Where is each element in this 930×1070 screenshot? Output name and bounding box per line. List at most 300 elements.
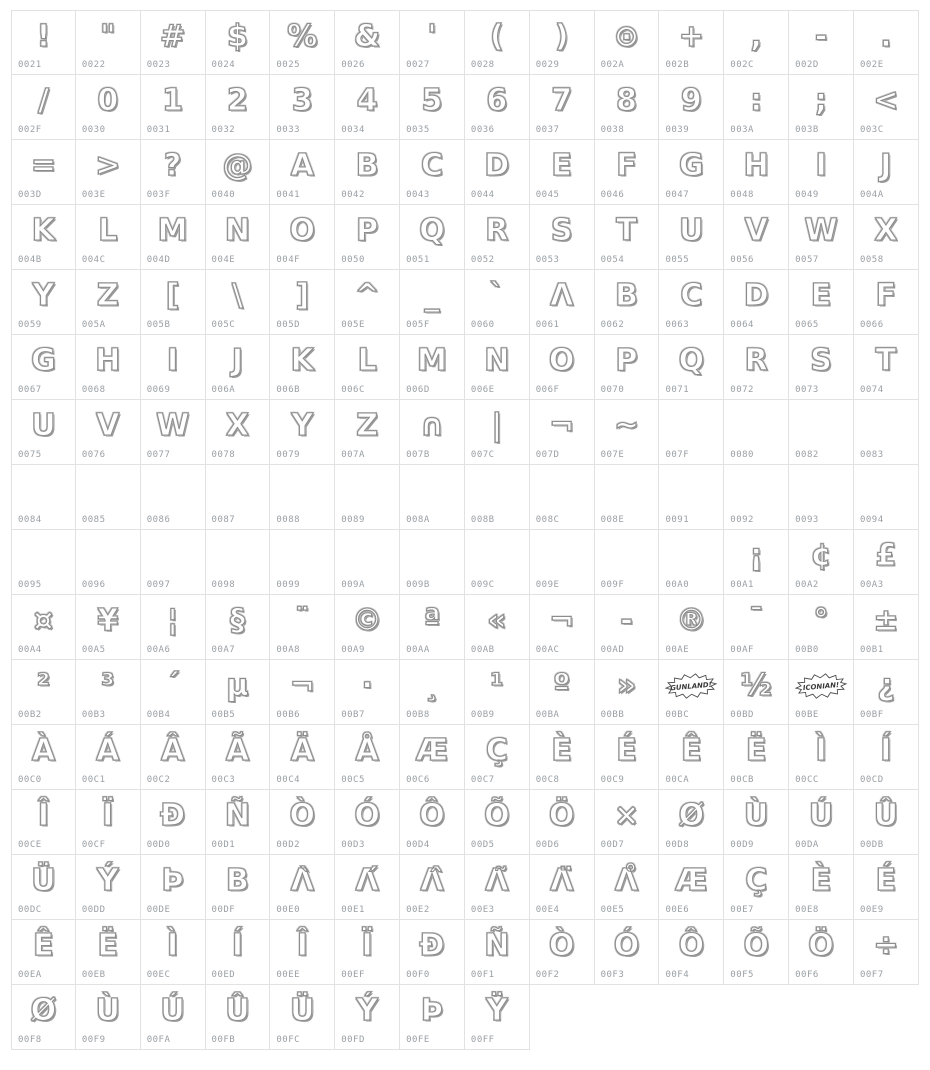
glyph-cell[interactable] bbox=[724, 10, 789, 75]
glyph-cell[interactable] bbox=[465, 660, 530, 725]
glyph: J bbox=[231, 343, 244, 378]
glyph-cell[interactable] bbox=[400, 205, 465, 270]
glyph-cell[interactable] bbox=[465, 920, 530, 985]
glyph: I bbox=[167, 343, 179, 378]
glyph-cell[interactable] bbox=[595, 855, 660, 920]
glyph-cell[interactable] bbox=[206, 205, 271, 270]
glyph-cell[interactable] bbox=[530, 205, 595, 270]
glyph: 3 bbox=[291, 83, 313, 118]
glyph-code: 00AD bbox=[600, 645, 625, 655]
glyph-cell[interactable] bbox=[789, 530, 854, 595]
glyph-cell[interactable] bbox=[335, 75, 400, 140]
glyph-cell[interactable] bbox=[11, 205, 76, 270]
glyph-code: 0084 bbox=[18, 515, 42, 525]
glyph-cell[interactable] bbox=[400, 140, 465, 205]
glyph: U bbox=[679, 213, 704, 248]
glyph-cell[interactable] bbox=[530, 75, 595, 140]
glyph-cell[interactable] bbox=[659, 920, 724, 985]
glyph-cell[interactable] bbox=[270, 920, 335, 985]
glyph-cell[interactable] bbox=[854, 790, 919, 855]
glyph-cell[interactable] bbox=[11, 920, 76, 985]
glyph: ¬ bbox=[549, 603, 575, 638]
glyph-cell[interactable] bbox=[659, 660, 724, 725]
glyph-cell[interactable] bbox=[270, 75, 335, 140]
glyph-cell[interactable] bbox=[595, 790, 660, 855]
glyph-cell[interactable] bbox=[141, 270, 206, 335]
glyph-cell[interactable] bbox=[76, 140, 141, 205]
glyph-cell[interactable] bbox=[76, 790, 141, 855]
glyph-cell[interactable] bbox=[141, 790, 206, 855]
glyph-cell[interactable] bbox=[724, 660, 789, 725]
glyph-cell[interactable] bbox=[400, 75, 465, 140]
glyph-cell[interactable] bbox=[789, 140, 854, 205]
glyph-cell[interactable] bbox=[141, 595, 206, 660]
glyph-cell[interactable] bbox=[141, 920, 206, 985]
glyph-cell[interactable] bbox=[854, 205, 919, 270]
glyph: E bbox=[551, 148, 572, 183]
glyph-cell[interactable] bbox=[530, 10, 595, 75]
glyph-cell[interactable] bbox=[854, 855, 919, 920]
glyph-cell[interactable] bbox=[465, 140, 530, 205]
glyph-cell[interactable] bbox=[335, 530, 400, 595]
glyph: Æ bbox=[675, 863, 708, 898]
glyph-code: 00F9 bbox=[81, 1035, 106, 1045]
glyph: Ñ bbox=[224, 798, 250, 833]
glyph-cell[interactable] bbox=[659, 205, 724, 270]
glyph-code: 00AA bbox=[406, 645, 430, 655]
glyph-cell[interactable] bbox=[11, 790, 76, 855]
glyph-cell[interactable] bbox=[465, 75, 530, 140]
glyph-cell[interactable] bbox=[335, 855, 400, 920]
glyph-cell[interactable] bbox=[270, 465, 335, 530]
glyph-code: 0026 bbox=[341, 60, 365, 70]
glyph-cell[interactable] bbox=[659, 725, 724, 790]
glyph-code: 00D5 bbox=[470, 840, 495, 850]
glyph-cell[interactable] bbox=[659, 790, 724, 855]
glyph-code: 00CB bbox=[730, 775, 754, 785]
glyph-cell[interactable] bbox=[465, 530, 530, 595]
glyph-cell[interactable] bbox=[76, 660, 141, 725]
glyph-code: 0057 bbox=[795, 255, 819, 265]
glyph: + bbox=[678, 18, 704, 54]
glyph-cell[interactable] bbox=[11, 10, 76, 75]
glyph-cell[interactable] bbox=[11, 270, 76, 335]
glyph-cell[interactable] bbox=[141, 855, 206, 920]
glyph-cell[interactable] bbox=[141, 530, 206, 595]
glyph-cell[interactable] bbox=[465, 985, 530, 1050]
glyph-cell[interactable] bbox=[465, 270, 530, 335]
glyph-cell[interactable] bbox=[400, 790, 465, 855]
glyph-cell[interactable] bbox=[789, 725, 854, 790]
glyph-cell[interactable] bbox=[335, 660, 400, 725]
glyph-cell[interactable] bbox=[659, 855, 724, 920]
glyph-cell[interactable] bbox=[335, 140, 400, 205]
glyph-cell[interactable] bbox=[400, 400, 465, 465]
glyph: ] bbox=[295, 278, 310, 313]
glyph-code: 0070 bbox=[600, 385, 625, 395]
glyph: ! bbox=[36, 18, 51, 54]
glyph-cell[interactable] bbox=[400, 595, 465, 660]
glyph-cell[interactable] bbox=[141, 75, 206, 140]
glyph-cell[interactable] bbox=[530, 660, 595, 725]
glyph-cell[interactable] bbox=[400, 335, 465, 400]
glyph-cell[interactable] bbox=[141, 985, 206, 1050]
glyph: ´ bbox=[165, 668, 181, 703]
glyph-cell[interactable] bbox=[659, 530, 724, 595]
glyph-cell[interactable] bbox=[530, 400, 595, 465]
glyph-cell[interactable] bbox=[11, 530, 76, 595]
glyph-cell[interactable] bbox=[595, 595, 660, 660]
glyph-cell[interactable] bbox=[400, 660, 465, 725]
glyph-cell[interactable] bbox=[270, 140, 335, 205]
glyph-cell[interactable] bbox=[465, 10, 530, 75]
glyph-cell[interactable] bbox=[76, 725, 141, 790]
glyph-cell[interactable] bbox=[206, 270, 271, 335]
glyph-cell[interactable] bbox=[270, 985, 335, 1050]
glyph-cell[interactable] bbox=[789, 660, 854, 725]
glyph: ~ bbox=[613, 408, 640, 443]
glyph-code: 0055 bbox=[665, 255, 690, 265]
glyph-cell[interactable] bbox=[530, 855, 595, 920]
glyph-cell[interactable] bbox=[789, 75, 854, 140]
glyph-cell[interactable] bbox=[400, 725, 465, 790]
glyph-cell[interactable] bbox=[854, 465, 919, 530]
glyph: ¬ bbox=[549, 408, 575, 443]
glyph-cell[interactable] bbox=[854, 400, 919, 465]
glyph-cell[interactable] bbox=[530, 595, 595, 660]
glyph-cell[interactable] bbox=[465, 205, 530, 270]
glyph-cell[interactable] bbox=[141, 10, 206, 75]
glyph-cell[interactable] bbox=[206, 790, 271, 855]
glyph-cell[interactable] bbox=[400, 10, 465, 75]
glyph-cell[interactable] bbox=[11, 855, 76, 920]
glyph: & bbox=[354, 18, 381, 54]
glyph-cell[interactable] bbox=[854, 920, 919, 985]
glyph-cell[interactable] bbox=[724, 725, 789, 790]
glyph-cell[interactable] bbox=[595, 335, 660, 400]
glyph-code: 00B5 bbox=[211, 710, 236, 720]
glyph-cell[interactable] bbox=[530, 790, 595, 855]
glyph-cell[interactable] bbox=[854, 660, 919, 725]
glyph-cell[interactable] bbox=[854, 10, 919, 75]
glyph-cell[interactable] bbox=[11, 335, 76, 400]
glyph-cell[interactable] bbox=[141, 140, 206, 205]
glyph-code: 0042 bbox=[341, 190, 365, 200]
glyph-cell[interactable] bbox=[76, 855, 141, 920]
glyph-code: 00D2 bbox=[276, 840, 301, 850]
glyph-cell[interactable] bbox=[724, 595, 789, 660]
glyph: 9 bbox=[680, 83, 702, 118]
glyph-cell[interactable] bbox=[530, 465, 595, 530]
glyph-cell[interactable] bbox=[11, 400, 76, 465]
glyph: Å bbox=[355, 733, 379, 768]
glyph-code: 004D bbox=[146, 255, 171, 265]
glyph-cell[interactable] bbox=[206, 855, 271, 920]
glyph-cell[interactable] bbox=[141, 660, 206, 725]
glyph-cell[interactable] bbox=[465, 335, 530, 400]
glyph-cell[interactable] bbox=[854, 140, 919, 205]
glyph-cell[interactable] bbox=[206, 530, 271, 595]
glyph: E bbox=[810, 278, 832, 313]
glyph-cell[interactable] bbox=[11, 660, 76, 725]
glyph-cell[interactable] bbox=[141, 335, 206, 400]
glyph-cell[interactable] bbox=[76, 75, 141, 140]
glyph-cell[interactable] bbox=[595, 140, 660, 205]
glyph: Ù bbox=[744, 798, 769, 833]
glyph: | bbox=[491, 408, 503, 443]
glyph-cell[interactable] bbox=[11, 595, 76, 660]
glyph-cell[interactable] bbox=[270, 205, 335, 270]
glyph: ¡ bbox=[749, 538, 764, 573]
glyph-cell[interactable] bbox=[11, 725, 76, 790]
glyph-cell[interactable] bbox=[595, 10, 660, 75]
glyph-code: 00ED bbox=[211, 970, 236, 980]
glyph-cell[interactable] bbox=[270, 400, 335, 465]
glyph-code: 009A bbox=[341, 580, 365, 590]
glyph-cell[interactable] bbox=[400, 270, 465, 335]
glyph-cell[interactable] bbox=[76, 920, 141, 985]
glyph-code: 0039 bbox=[665, 125, 690, 135]
glyph: V bbox=[96, 408, 120, 443]
glyph-cell[interactable] bbox=[659, 335, 724, 400]
glyph-cell[interactable] bbox=[76, 465, 141, 530]
glyph-code: 00A1 bbox=[730, 580, 754, 590]
glyph-cell[interactable] bbox=[854, 725, 919, 790]
glyph-code: 00E4 bbox=[535, 905, 560, 915]
glyph: G bbox=[31, 343, 56, 378]
glyph-cell[interactable] bbox=[659, 400, 724, 465]
glyph-cell[interactable] bbox=[270, 660, 335, 725]
glyph-cell[interactable] bbox=[335, 270, 400, 335]
glyph-cell[interactable] bbox=[465, 595, 530, 660]
glyph-cell[interactable] bbox=[335, 985, 400, 1050]
glyph-cell[interactable] bbox=[854, 335, 919, 400]
glyph: Í bbox=[880, 733, 892, 768]
glyph-cell[interactable] bbox=[724, 335, 789, 400]
glyph-code: 00FE bbox=[406, 1035, 430, 1045]
glyph-code: 00FF bbox=[470, 1035, 495, 1045]
glyph-cell[interactable] bbox=[270, 595, 335, 660]
glyph-code: 002D bbox=[795, 60, 819, 70]
glyph-cell[interactable] bbox=[724, 400, 789, 465]
glyph-cell[interactable] bbox=[270, 335, 335, 400]
glyph: Λ̀ bbox=[290, 863, 314, 898]
glyph: 8 bbox=[616, 83, 637, 118]
glyph-cell[interactable] bbox=[724, 855, 789, 920]
glyph-cell[interactable] bbox=[400, 855, 465, 920]
glyph: > bbox=[95, 148, 121, 183]
glyph-cell[interactable] bbox=[789, 400, 854, 465]
glyph-cell[interactable] bbox=[335, 790, 400, 855]
glyph-cell[interactable] bbox=[854, 595, 919, 660]
glyph-cell[interactable] bbox=[270, 270, 335, 335]
glyph-cell[interactable] bbox=[335, 205, 400, 270]
glyph-cell[interactable] bbox=[530, 725, 595, 790]
glyph-cell[interactable] bbox=[141, 725, 206, 790]
glyph: = bbox=[30, 148, 56, 183]
glyph-cell[interactable] bbox=[76, 985, 141, 1050]
glyph-cell[interactable] bbox=[595, 660, 660, 725]
glyph-cell[interactable] bbox=[530, 335, 595, 400]
glyph-code: 00AE bbox=[665, 645, 690, 655]
glyph-cell[interactable] bbox=[724, 790, 789, 855]
glyph: C bbox=[420, 148, 443, 183]
glyph-cell[interactable] bbox=[659, 595, 724, 660]
glyph-code: 00E2 bbox=[406, 905, 430, 915]
glyph-cell[interactable] bbox=[789, 595, 854, 660]
glyph-cell[interactable] bbox=[530, 270, 595, 335]
glyph: ³ bbox=[101, 668, 115, 703]
glyph-cell[interactable] bbox=[595, 920, 660, 985]
glyph-cell[interactable] bbox=[400, 465, 465, 530]
glyph-cell[interactable] bbox=[789, 10, 854, 75]
glyph-cell[interactable] bbox=[530, 920, 595, 985]
glyph-code: 0072 bbox=[730, 385, 754, 395]
glyph-code: 003E bbox=[81, 190, 106, 200]
glyph-cell[interactable] bbox=[335, 465, 400, 530]
glyph: Ì bbox=[815, 733, 827, 768]
glyph: $ bbox=[227, 18, 248, 54]
glyph-cell[interactable] bbox=[335, 595, 400, 660]
glyph-cell[interactable] bbox=[76, 205, 141, 270]
glyph-cell[interactable] bbox=[530, 530, 595, 595]
glyph-cell[interactable] bbox=[465, 855, 530, 920]
glyph-code: 003A bbox=[730, 125, 754, 135]
glyph-cell[interactable] bbox=[724, 140, 789, 205]
glyph-cell[interactable] bbox=[659, 465, 724, 530]
glyph-cell[interactable] bbox=[335, 725, 400, 790]
glyph-cell[interactable] bbox=[206, 400, 271, 465]
glyph-code: 0064 bbox=[730, 320, 754, 330]
glyph-cell[interactable] bbox=[724, 920, 789, 985]
glyph: ¤ bbox=[33, 603, 53, 638]
glyph-cell[interactable] bbox=[724, 205, 789, 270]
glyph-cell[interactable] bbox=[400, 530, 465, 595]
glyph-cell[interactable] bbox=[854, 270, 919, 335]
glyph-cell[interactable] bbox=[335, 10, 400, 75]
glyph: Þ bbox=[420, 993, 444, 1028]
glyph-cell[interactable] bbox=[724, 75, 789, 140]
glyph-cell[interactable] bbox=[595, 725, 660, 790]
glyph-cell[interactable] bbox=[465, 725, 530, 790]
glyph: À bbox=[31, 733, 56, 768]
glyph-cell[interactable] bbox=[659, 10, 724, 75]
glyph-cell[interactable] bbox=[141, 400, 206, 465]
glyph-cell[interactable] bbox=[76, 530, 141, 595]
glyph-cell[interactable] bbox=[659, 140, 724, 205]
glyph-cell[interactable] bbox=[595, 400, 660, 465]
glyph-cell[interactable] bbox=[595, 270, 660, 335]
glyph-cell[interactable] bbox=[11, 985, 76, 1050]
glyph-cell[interactable] bbox=[335, 400, 400, 465]
glyph-cell[interactable] bbox=[335, 920, 400, 985]
glyph-cell[interactable] bbox=[400, 920, 465, 985]
glyph-cell[interactable] bbox=[76, 595, 141, 660]
glyph-cell[interactable] bbox=[206, 140, 271, 205]
glyph-cell[interactable] bbox=[854, 75, 919, 140]
glyph-code: 00DF bbox=[211, 905, 236, 915]
glyph-cell[interactable] bbox=[270, 855, 335, 920]
glyph: ( bbox=[489, 18, 504, 54]
glyph-cell[interactable] bbox=[595, 205, 660, 270]
glyph-cell[interactable] bbox=[206, 595, 271, 660]
glyph-cell[interactable] bbox=[141, 465, 206, 530]
glyph-cell[interactable] bbox=[724, 465, 789, 530]
glyph-cell[interactable] bbox=[465, 400, 530, 465]
glyph: L bbox=[357, 343, 377, 378]
glyph-cell[interactable] bbox=[789, 205, 854, 270]
glyph-cell[interactable] bbox=[206, 725, 271, 790]
glyph-code: 0074 bbox=[859, 385, 884, 395]
glyph-code: 0041 bbox=[276, 190, 301, 200]
glyph-cell[interactable] bbox=[270, 790, 335, 855]
glyph-cell[interactable] bbox=[206, 10, 271, 75]
glyph-cell[interactable] bbox=[141, 205, 206, 270]
glyph-cell[interactable] bbox=[465, 465, 530, 530]
glyph-code: 0033 bbox=[276, 125, 301, 135]
glyph-cell[interactable] bbox=[789, 335, 854, 400]
glyph-code: 0065 bbox=[795, 320, 819, 330]
glyph: H bbox=[743, 148, 769, 183]
glyph-code: 0025 bbox=[276, 60, 301, 70]
glyph-cell[interactable] bbox=[595, 75, 660, 140]
glyph-cell[interactable] bbox=[206, 920, 271, 985]
glyph-cell[interactable] bbox=[854, 530, 919, 595]
glyph-cell[interactable] bbox=[724, 530, 789, 595]
glyph-cell[interactable] bbox=[206, 985, 271, 1050]
glyph-code: 0022 bbox=[81, 60, 106, 70]
glyph-cell[interactable] bbox=[724, 270, 789, 335]
glyph-cell[interactable] bbox=[789, 270, 854, 335]
glyph-cell[interactable] bbox=[206, 75, 271, 140]
glyph-cell[interactable] bbox=[270, 530, 335, 595]
glyph-cell[interactable] bbox=[76, 10, 141, 75]
glyph-cell[interactable] bbox=[270, 725, 335, 790]
glyph-cell[interactable] bbox=[76, 270, 141, 335]
glyph-code: 0094 bbox=[859, 515, 884, 525]
glyph-cell[interactable] bbox=[789, 920, 854, 985]
glyph-code: 00E1 bbox=[341, 905, 365, 915]
glyph-cell[interactable] bbox=[789, 465, 854, 530]
glyph-cell[interactable] bbox=[11, 140, 76, 205]
glyph-cell[interactable] bbox=[335, 335, 400, 400]
glyph-cell[interactable] bbox=[659, 270, 724, 335]
glyph-code: 00C5 bbox=[341, 775, 365, 785]
glyph-code: 00AC bbox=[535, 645, 560, 655]
glyph-code: 00C6 bbox=[406, 775, 430, 785]
glyph-cell[interactable] bbox=[206, 660, 271, 725]
glyph-cell[interactable] bbox=[206, 465, 271, 530]
glyph-cell[interactable] bbox=[76, 335, 141, 400]
glyph-cell[interactable] bbox=[76, 400, 141, 465]
glyph: : bbox=[750, 83, 763, 118]
glyph: § bbox=[229, 603, 245, 638]
glyph-cell[interactable] bbox=[659, 75, 724, 140]
glyph-cell[interactable] bbox=[400, 985, 465, 1050]
glyph-cell[interactable] bbox=[11, 465, 76, 530]
glyph-cell[interactable] bbox=[789, 855, 854, 920]
glyph: D bbox=[484, 148, 510, 183]
glyph-cell[interactable] bbox=[789, 790, 854, 855]
glyph: T bbox=[616, 213, 637, 248]
glyph-cell[interactable] bbox=[595, 465, 660, 530]
glyph-cell[interactable] bbox=[530, 140, 595, 205]
glyph-cell[interactable] bbox=[595, 530, 660, 595]
glyph-cell[interactable] bbox=[206, 335, 271, 400]
glyph-cell[interactable] bbox=[270, 10, 335, 75]
glyph-cell[interactable] bbox=[11, 75, 76, 140]
glyph-cell[interactable] bbox=[465, 790, 530, 855]
